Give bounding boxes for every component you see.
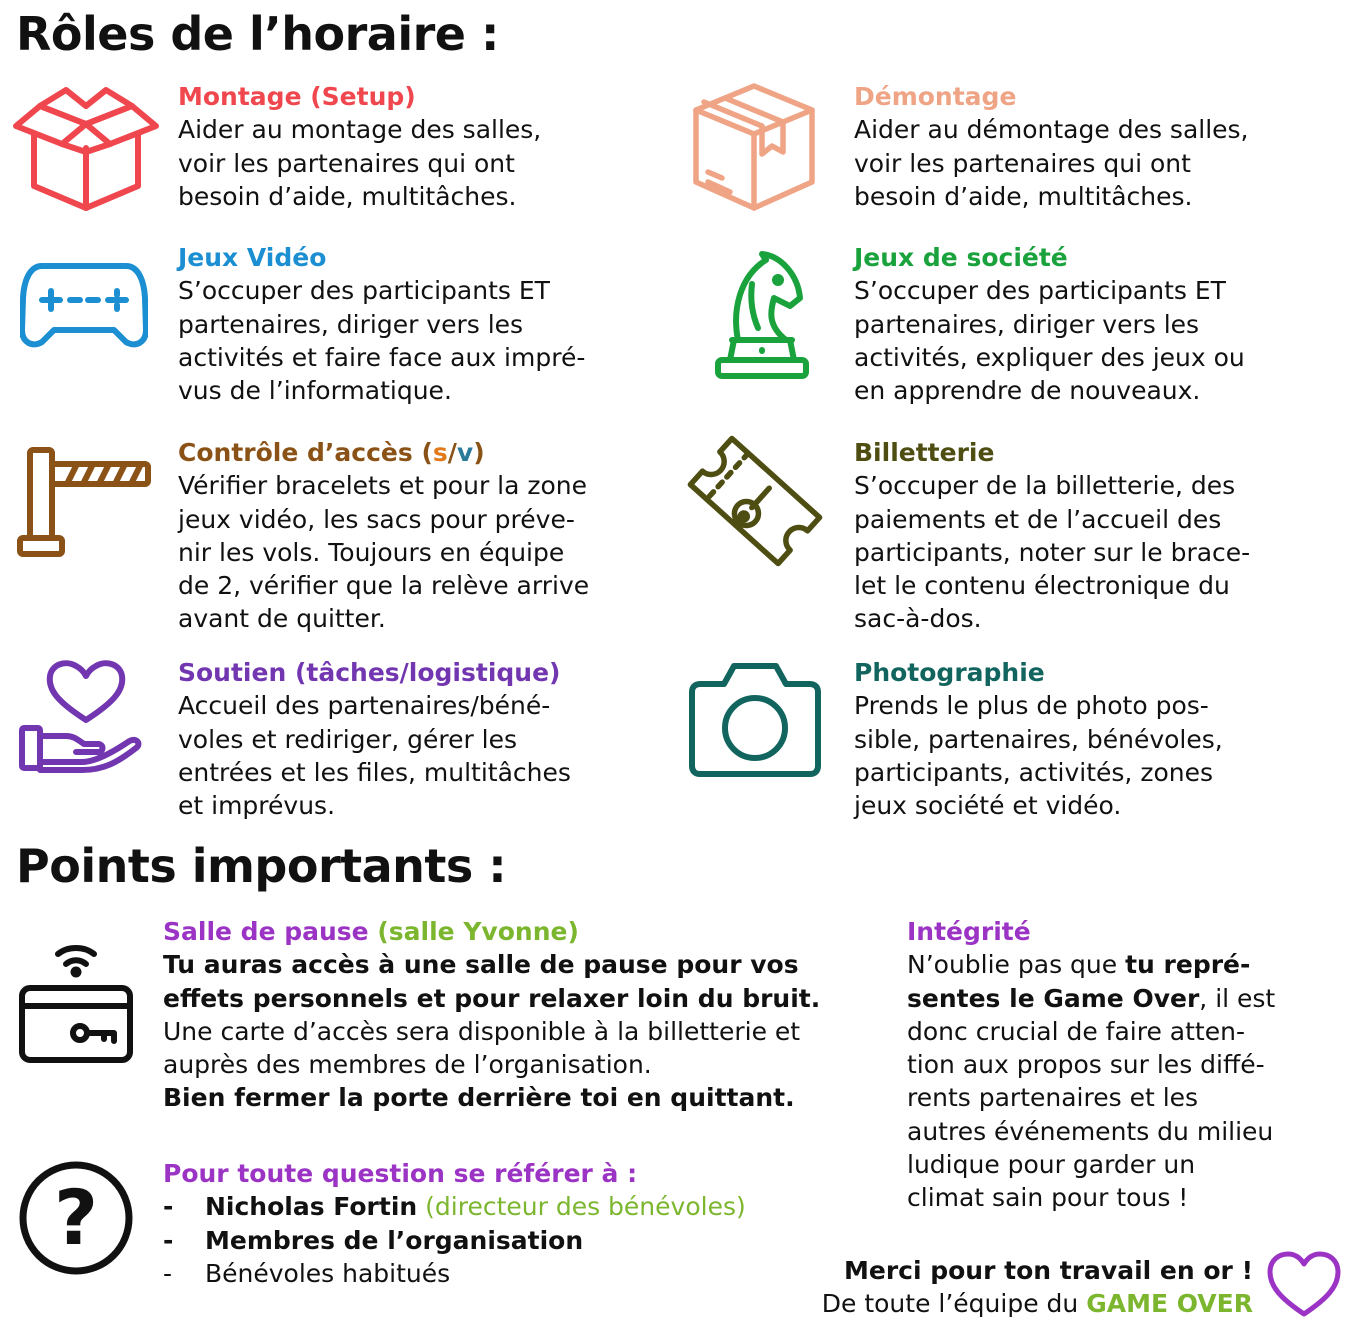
integrity-text: N’oublie pas que tu repré- sentes le Game Over, il est donc crucial de faire atten- tion aux propos sur les diffé- rents partenaires et les autres événements du milieu ludique pour garder un climat sain pour tous !: [907, 950, 1276, 1213]
role-desc: Prends le plus de photo pos- sible, partenaires, bénévoles, participants, activités, zones jeux société et vidéo.: [854, 691, 1223, 821]
points-heading: Points importants :: [16, 839, 507, 893]
role-desc: Aider au démontage des salles, voir les partenaires qui ont besoin d’aide, multitâches.: [854, 115, 1249, 211]
svg-text:?: ?: [53, 1173, 99, 1262]
role-title: Contrôle d’accès (s/v): [178, 438, 485, 467]
role-photographie: [854, 656, 1223, 822]
contact-item: - Membres de l’organisation: [163, 1224, 746, 1257]
questions-section: [163, 1157, 746, 1290]
questions-title: Pour toute question se référer à :: [163, 1159, 638, 1188]
role-title: Photographie: [854, 658, 1045, 687]
role-controle-acces: [178, 436, 589, 636]
role-title: Montage (Setup): [178, 82, 416, 111]
role-desc: Vérifier bracelets et pour la zone jeux vidéo, les sacs pour préve- nir les vols. Toujours en équipe de 2, vérifier que la relève arrive avant de quitter.: [178, 471, 590, 634]
integrity-title: Intégrité: [907, 917, 1031, 946]
camera-icon: [688, 662, 822, 778]
closed-box-icon: [692, 82, 816, 212]
contact-list: [163, 1190, 746, 1290]
role-demontage: [854, 80, 1249, 213]
role-jeux-video: [178, 241, 585, 407]
chess-knight-icon: [712, 250, 812, 382]
role-title: Jeux Vidéo: [178, 243, 327, 272]
role-desc: S’occuper de la billetterie, des paiements et de l’accueil des participants, noter sur le brace- let le contenu électronique du sac-à-dos.: [854, 471, 1251, 634]
role-jeux-societe: [854, 241, 1245, 407]
gamepad-icon: [20, 258, 148, 350]
role-title: Soutien (tâches/logistique): [178, 658, 561, 687]
signature-line: De toute l’équipe du GAME OVER: [821, 1289, 1253, 1319]
barrier-gate-icon: [16, 444, 152, 558]
ticket-icon: [684, 434, 826, 568]
pause-room-door-reminder: Bien fermer la porte derrière toi en quittant.: [163, 1083, 795, 1113]
integrity-section: [907, 915, 1275, 1215]
role-title: Jeux de société: [854, 243, 1068, 272]
thanks-note: [822, 1254, 1253, 1321]
role-desc: Accueil des partenaires/béné- voles et rediriger, gérer les entrées et les files, multitâches et imprévus.: [178, 691, 571, 821]
heart-icon: [1266, 1250, 1342, 1320]
role-desc: Aider au montage des salles, voir les partenaires qui ont besoin d’aide, multitâches.: [178, 115, 542, 211]
role-title: Démontage: [854, 82, 1017, 111]
heart-in-hand-icon: [18, 656, 142, 774]
role-desc: S’occuper des participants ET partenaires, diriger vers les activités et faire face aux impré- vus de l’informatique.: [178, 276, 586, 406]
pause-room-text: Une carte d’accès sera disponible à la billetterie et auprès des membres de l’organisation.: [163, 1016, 801, 1080]
role-title: Billetterie: [854, 438, 995, 467]
role-montage: [178, 80, 541, 213]
role-billetterie: [854, 436, 1250, 636]
role-soutien: [178, 656, 571, 822]
role-desc: S’occuper des participants ET partenaires, diriger vers les activités, expliquer des jeux ou en apprendre de nouveaux.: [854, 276, 1245, 406]
open-box-icon: [10, 86, 162, 212]
contact-item: - Bénévoles habitués: [163, 1257, 746, 1290]
thanks-line: Merci pour ton travail en or !: [843, 1256, 1253, 1285]
keycard-icon: [18, 940, 134, 1064]
pause-room-title: Salle de pause (salle Yvonne): [163, 917, 579, 946]
contact-item: - Nicholas Fortin (directeur des bénévoles): [163, 1190, 746, 1223]
roles-heading: Rôles de l’horaire :: [16, 7, 499, 61]
question-icon: [18, 1160, 134, 1276]
pause-room-section: [163, 915, 820, 1115]
pause-room-bold-text: Tu auras accès à une salle de pause pour vos effets personnels et pour relaxer loin du bruit.: [163, 950, 821, 1013]
